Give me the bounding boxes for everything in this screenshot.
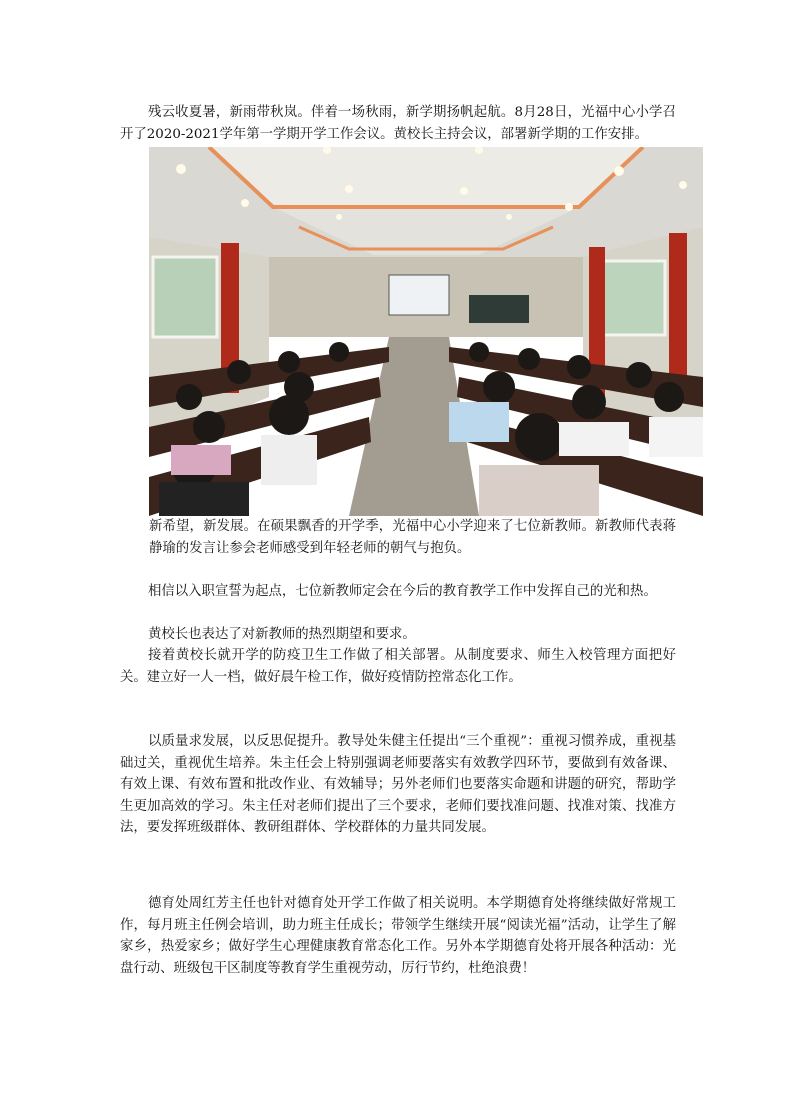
paragraph-intro: 残云收夏暑，新雨带秋岚。伴着一场秋雨，新学期扬帆起航。8月28日，光福中心小学召开了2020-2021学年第一学期开学工作会议。黄校长主持会议，部署新学期的工作安排。	[120, 105, 676, 142]
paragraph-epidemic: 接着黄校长就开学的防疫卫生工作做了相关部署。从制度要求、师生入校管理方面把好关。建立好一人一档，做好晨午检工作，做好疫情防控常态化工作。	[120, 648, 676, 685]
paragraph-teaching: 以质量求发展，以反思促提升。教导处朱健主任提出“三个重视”：重视习惯养成，重视基础过关，重视优生培养。朱主任会上特别强调老师要落实有效教学四环节，要做到有效备课、有效上课、有效布置和批改作业、有效辅导；另外老师们也要落实命题和讲题的研究，帮助学生更加高效的学习。朱主任对老师们提出了三个要求，老师们要找准问题、找准对策、找准方法，要发挥班级群体、教研组群体、学校群体的力量共同发展。	[120, 734, 676, 835]
paragraph-new-teachers: 新希望，新发展。在硕果飘香的开学季，光福中心小学迎来了七位新教师。新教师代表蒋静瑜的发言让参会老师感受到年轻老师的朝气与抱负。	[149, 519, 676, 556]
paragraph-moral-education: 德育处周红芳主任也针对德育处开学工作做了相关说明。本学期德育处将继续做好常规工作，每月班主任例会培训，助力班主任成长；带领学生继续开展“阅读光福”活动，让学生了解家乡，热爱家乡；做好学生心理健康教育常态化工作。另外本学期德育处将开展各种活动：光盘行动、班级包干区制度等教育学生重视劳动，厉行节约，杜绝浪费！	[120, 896, 676, 976]
meeting-room-photo	[149, 147, 703, 516]
paragraph-expectations: 黄校长也表达了对新教师的热烈期望和要求。	[148, 627, 416, 642]
paragraph-oath: 相信以入职宣誓为起点，七位新教师定会在今后的教育教学工作中发挥自己的光和热。	[148, 584, 657, 599]
